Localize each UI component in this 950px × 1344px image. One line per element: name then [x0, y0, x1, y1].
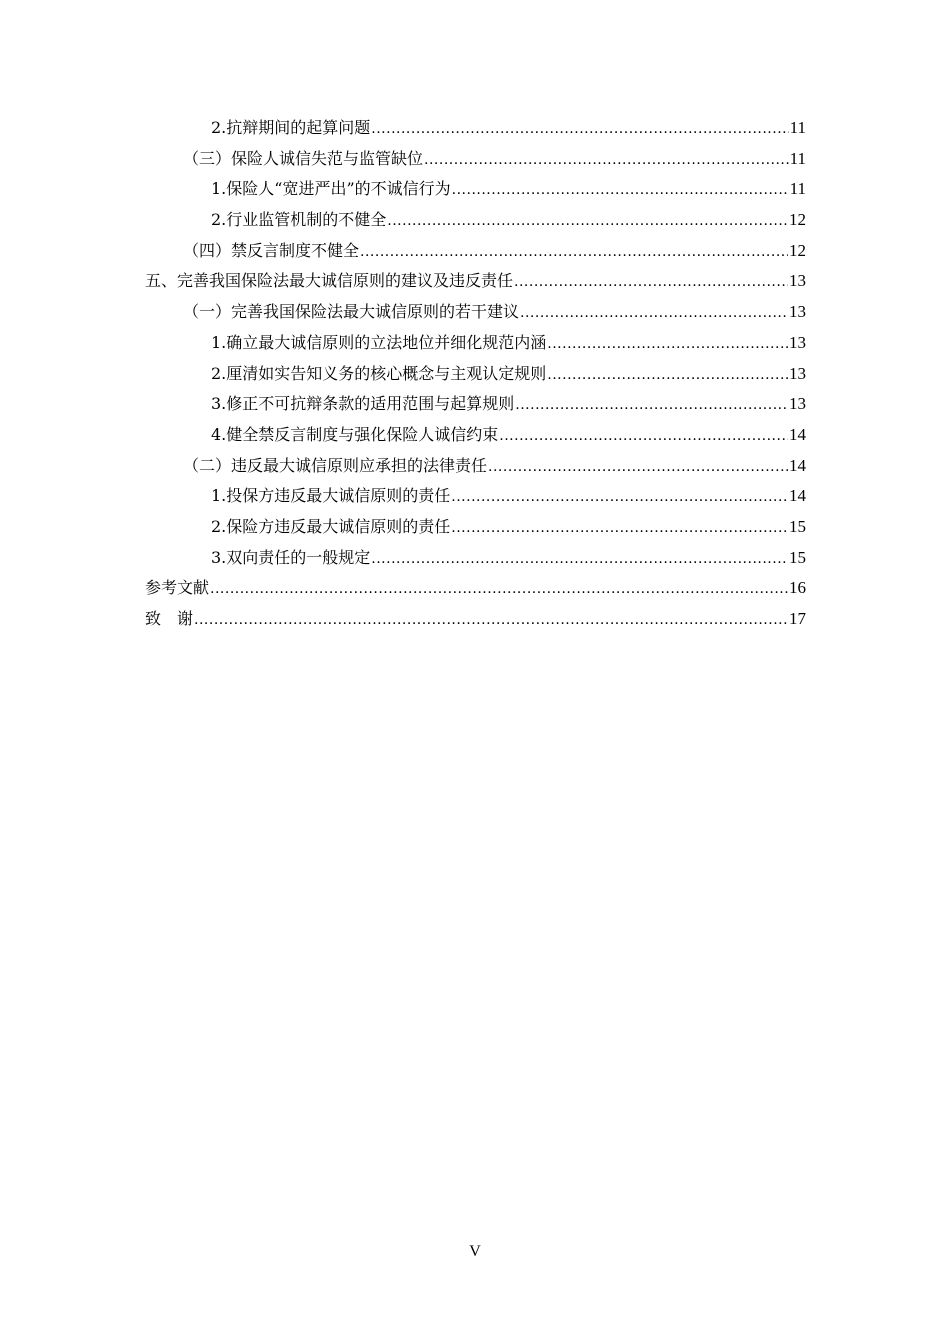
toc-entry-page: 13: [789, 332, 806, 352]
toc-dot-leader: [547, 360, 788, 391]
toc-entry[interactable]: [145, 420, 806, 451]
toc-dot-leader: [452, 175, 789, 206]
toc-entry[interactable]: [145, 266, 806, 297]
toc-entry-page: 14: [789, 455, 806, 475]
toc-entry[interactable]: [145, 113, 806, 144]
toc-entry-title: 1.保险人“宽进严出”的不诚信行为: [211, 179, 451, 199]
toc-entry-page: 13: [789, 363, 806, 383]
toc-entry-page: 15: [789, 547, 806, 567]
toc-entry-title: 3.修正不可抗辩条款的适用范围与起算规则: [211, 394, 515, 414]
toc-entry-title: 2.抗辩期间的起算问题: [211, 118, 371, 137]
toc-dot-leader: [520, 298, 788, 329]
toc-entry[interactable]: [145, 389, 806, 420]
toc-dot-leader: [547, 329, 788, 360]
toc-entry[interactable]: [145, 144, 806, 175]
toc-dot-leader: [488, 452, 788, 483]
toc-entry-title: 2.保险方违反最大诚信原则的责任: [211, 516, 451, 536]
toc-entry-page: 13: [789, 271, 806, 291]
toc-dot-leader: [514, 267, 788, 298]
toc-entry-page: 14: [789, 424, 806, 444]
toc-entry-title: （一）完善我国保险法最大诚信原则的若干建议: [183, 302, 520, 322]
toc-entry[interactable]: [145, 604, 806, 635]
toc-entry-title: 2.厘清如实告知义务的核心概念与主观认定规则: [211, 363, 547, 383]
toc-entry-page: 11: [789, 148, 806, 168]
toc-entry-page: 15: [789, 516, 806, 536]
toc-entry[interactable]: [145, 359, 806, 390]
toc-entry-page: 17: [789, 609, 806, 628]
toc-dot-leader: [499, 421, 788, 452]
toc-entry[interactable]: [145, 573, 806, 604]
toc-entry-title: 致 谢: [145, 609, 194, 628]
toc-entry[interactable]: [145, 543, 806, 574]
toc-entry-title: 五、完善我国保险法最大诚信原则的建议及违反责任: [145, 271, 514, 291]
page-number: V: [469, 1243, 481, 1260]
toc-entry[interactable]: [145, 451, 806, 482]
toc-entry-title: 参考文献: [145, 578, 210, 598]
toc-entry-page: 16: [789, 578, 806, 598]
toc-entry-page: 13: [789, 394, 806, 414]
toc-entry-page: 12: [789, 210, 806, 230]
toc-dot-leader: [371, 544, 788, 575]
toc-dot-leader: [387, 206, 788, 237]
toc-entry-title: 3.双向责任的一般规定: [211, 547, 371, 567]
toc-entry-title: （二）违反最大诚信原则应承担的法律责任: [183, 455, 488, 475]
toc-entry-page: 13: [789, 302, 806, 322]
toc-entry[interactable]: [145, 297, 806, 328]
toc-entry-title: （四）禁反言制度不健全: [183, 240, 360, 260]
toc-entry[interactable]: [145, 205, 806, 236]
toc-dot-leader: [360, 237, 788, 268]
toc-entry-page: 12: [789, 240, 806, 260]
toc-entry[interactable]: [145, 481, 806, 512]
toc-entry-page: 11: [789, 118, 806, 137]
toc-entry[interactable]: [145, 174, 806, 205]
toc-entry-title: 2.行业监管机制的不健全: [211, 210, 387, 230]
toc-entry-title: 4.健全禁反言制度与强化保险人诚信约束: [211, 424, 499, 444]
toc-dot-leader: [424, 145, 789, 176]
toc-entry-page: 14: [789, 486, 806, 506]
toc-dot-leader: [451, 482, 788, 513]
toc-entry[interactable]: [145, 236, 806, 267]
toc-dot-leader: [371, 114, 788, 145]
toc-entry-title: 1.投保方违反最大诚信原则的责任: [211, 486, 451, 506]
toc-dot-leader: [194, 605, 788, 636]
toc-dot-leader: [515, 390, 788, 421]
toc-entry-title: 1.确立最大诚信原则的立法地位并细化规范内涵: [211, 332, 547, 352]
toc-entry[interactable]: [145, 512, 806, 543]
toc-entry-page: 11: [789, 179, 806, 199]
toc-dot-leader: [451, 513, 788, 544]
toc-entry[interactable]: [145, 328, 806, 359]
toc-dot-leader: [210, 574, 788, 605]
toc-entry-title: （三）保险人诚信失范与监管缺位: [183, 148, 424, 168]
table-of-contents: [145, 113, 806, 635]
